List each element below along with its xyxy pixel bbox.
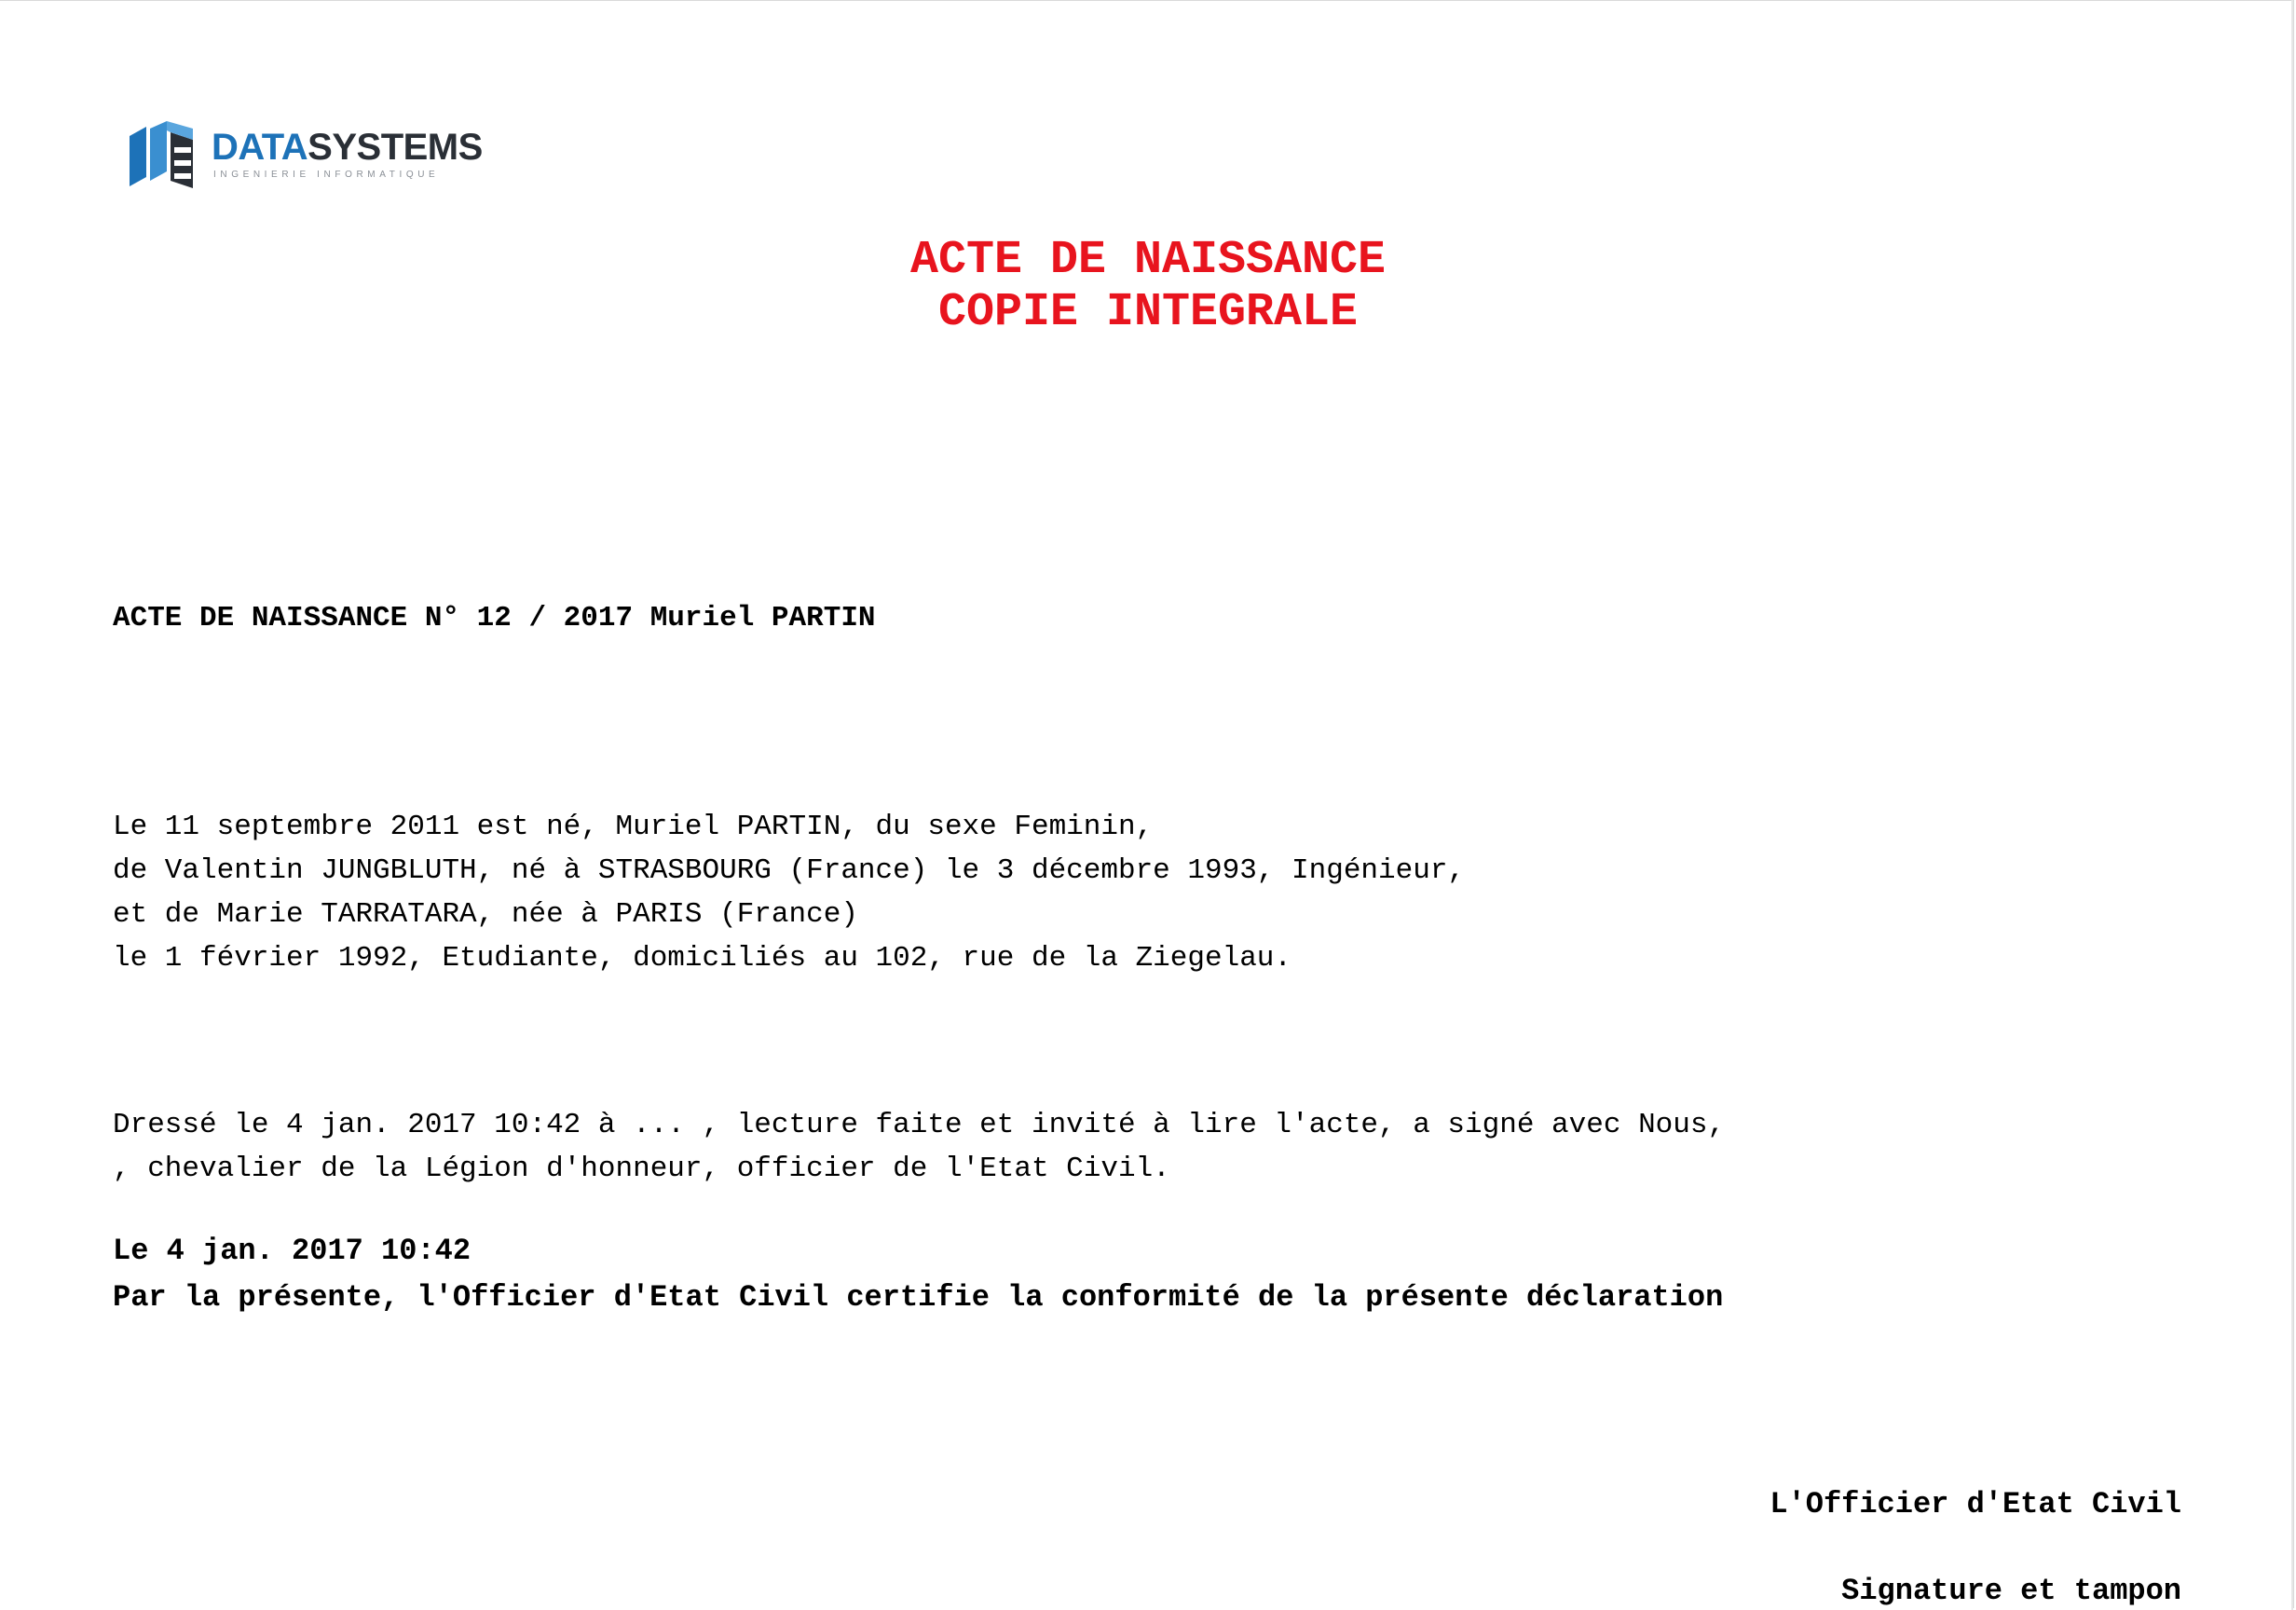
drawn-up-line: Dressé le 4 jan. 2017 10:42 à ... , lecture faite et invité à lire l'acte, a signé avec Nous, [113, 1109, 1726, 1141]
logo-wordmark-systems: SYSTEMS [308, 127, 483, 168]
birth-paragraph [113, 805, 1465, 980]
drawn-up-line: , chevalier de la Légion d'honneur, officier de l'Etat Civil. [113, 1153, 1170, 1185]
birth-line: Le 11 septembre 2011 est né, Muriel PARTIN, du sexe Feminin, [113, 811, 1154, 843]
certification-date: Le 4 jan. 2017 10:42 [113, 1234, 472, 1268]
document-title [0, 235, 2296, 339]
certification-block [113, 1228, 1723, 1321]
logo-wordmark-data: DATA [212, 127, 308, 168]
birth-line: de Valentin JUNGBLUTH, né à STRASBOURG (France) le 3 décembre 1993, Ingénieur, [113, 854, 1466, 887]
logo-wordmark [212, 129, 483, 166]
certification-statement: Par la présente, l'Officier d'Etat Civil certifie la conformité de la présente déclaration [113, 1280, 1724, 1315]
birth-line: le 1 février 1992, Etudiante, domiciliés au 102, rue de la Ziegelau. [113, 942, 1292, 975]
signature-stamp-label: Signature et tampon [1841, 1574, 2181, 1608]
act-number-heading: ACTE DE NAISSANCE N° 12 / 2017 Muriel PARTIN [113, 602, 876, 634]
title-line-2: COPIE INTEGRALE [937, 286, 1359, 339]
birth-line: et de Marie TARRATARA, née à PARIS (France) [113, 898, 858, 931]
title-line-1: ACTE DE NAISSANCE [909, 234, 1387, 287]
datasystems-logo [126, 119, 564, 194]
drawn-up-paragraph [113, 1103, 1725, 1191]
datasystems-logo-icon [126, 119, 200, 194]
officer-signature-title: L'Officier d'Etat Civil [1770, 1487, 2181, 1521]
logo-tagline: INGENIERIE INFORMATIQUE [213, 170, 440, 180]
